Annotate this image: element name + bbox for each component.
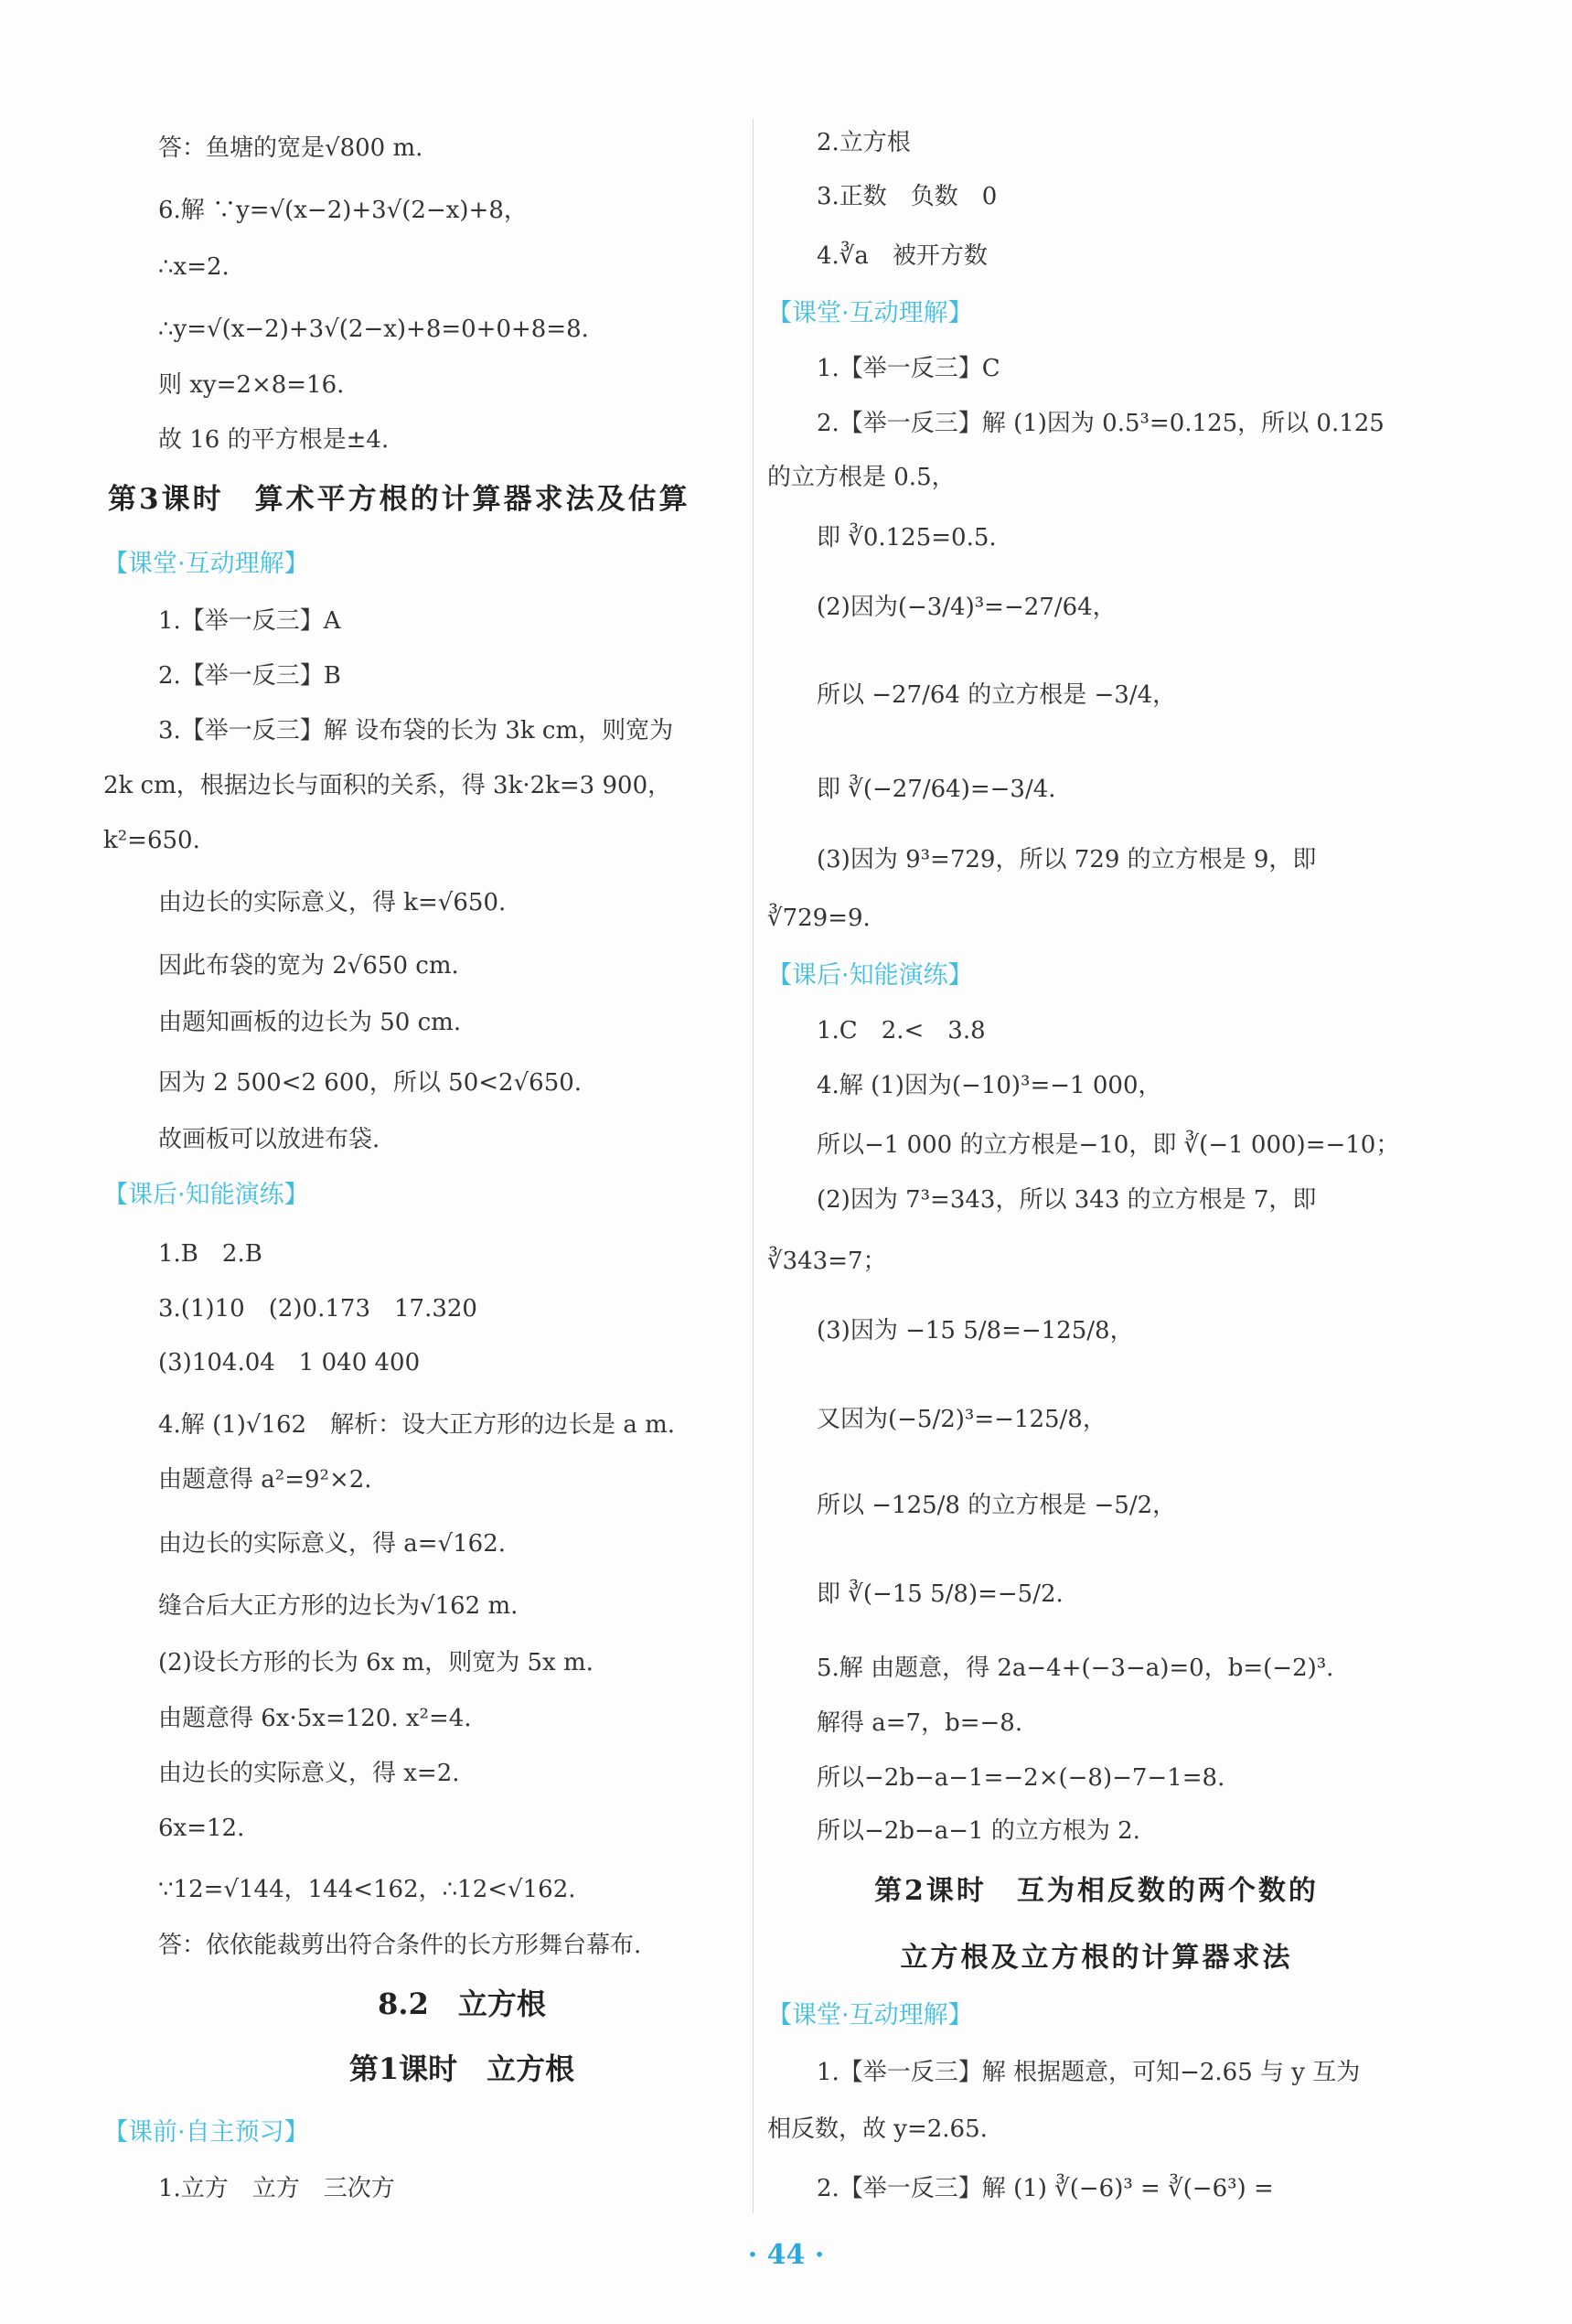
right-text-line: (2)因为(−3/4)³=−27/64， [817,594,1117,621]
left-text-line: 由题意得 6x·5x=120. x²=4. [158,1705,472,1732]
left-heading: 8.2 立方根 [378,1987,546,2021]
left-text-line: 1.B 2.B [158,1240,262,1268]
left-text-line: 缝合后大正方形的边长为√162 m. [158,1592,519,1620]
right-section-label: 【课后·知能演练】 [767,961,973,990]
left-text-line: 答：鱼塘的宽是√800 m. [158,134,423,162]
left-text-line: 6x=12. [158,1815,245,1842]
right-section-label: 【课堂·互动理解】 [767,299,973,327]
right-text-line: ∛729=9. [767,905,871,932]
left-text-line: 因为 2 500<2 600，所以 50<2√650. [158,1069,583,1097]
left-heading: 第3课时 算术平方根的计算器求法及估算 [108,483,690,516]
column-divider [753,119,754,2213]
left-text-line: 由边长的实际意义，得 a=√162. [158,1530,507,1558]
left-text-line: 2.【举一反三】B [158,662,341,690]
right-text-line: 又因为(−5/2)³=−125/8， [817,1406,1107,1433]
left-text-line: 则 xy=2×8=16. [158,371,345,399]
right-text-line: 相反数，故 y=2.65. [767,2115,988,2143]
right-text-line: 3.正数 负数 0 [817,183,998,210]
right-text-line: 所以−1 000 的立方根是−10，即 ∛(−1 000)=−10； [817,1131,1400,1159]
left-text-line: 答：依依能裁剪出符合条件的长方形舞台幕布. [158,1932,642,1959]
right-text-line: 即 ∛(−15 5/8)=−5/2. [817,1580,1064,1608]
right-text-line: ∛343=7； [767,1248,887,1275]
left-text-line: 由边长的实际意义，得 x=2. [158,1760,460,1787]
right-text-line: 解得 a=7，b=−8. [817,1709,1023,1737]
right-text-line: 1.【举一反三】C [817,355,1000,382]
left-text-line: 1.【举一反三】A [158,607,341,635]
right-text-line: 5.解 由题意，得 2a−4+(−3−a)=0，b=(−2)³. [817,1655,1334,1682]
left-section-label: 【课堂·互动理解】 [103,550,309,578]
left-text-line: k²=650. [103,827,200,854]
right-text-line: (2)因为 7³=343，所以 343 的立方根是 7，即 [817,1186,1317,1214]
left-text-line: 因此布袋的宽为 2√650 cm. [158,952,459,980]
right-text-line: 的立方根是 0.5， [767,464,956,491]
right-text-line: 所以 −125/8 的立方根是 −5/2， [817,1492,1177,1519]
left-text-line: ∴x=2. [158,253,230,281]
right-text-line: 1.【举一反三】解 根据题意，可知−2.65 与 y 互为 [817,2059,1361,2086]
right-heading: 立方根及立方根的计算器求法 [900,1942,1293,1974]
right-text-line: 4.∛a 被开方数 [817,242,988,270]
left-text-line: 故画板可以放进布袋. [158,1126,380,1153]
left-text-line: 由题知画板的边长为 50 cm. [158,1009,462,1036]
right-text-line: 2.【举一反三】解 (1)因为 0.5³=0.125，所以 0.125 [817,410,1385,437]
right-text-line: 2.立方根 [817,129,911,156]
left-text-line: 3.(1)10 (2)0.173 17.320 [158,1295,477,1323]
left-text-line: 由边长的实际意义，得 k=√650. [158,889,507,916]
right-text-line: 所以−2b−a−1 的立方根为 2. [817,1817,1140,1845]
right-heading: 第2课时 互为相反数的两个数的 [874,1875,1319,1907]
right-text-line: 即 ∛0.125=0.5. [817,524,997,552]
left-text-line: ∵12=√144，144<162，∴12<√162. [158,1876,576,1903]
left-section-label: 【课前·自主预习】 [103,2118,309,2147]
left-text-line: (2)设长方形的长为 6x m，则宽为 5x m. [158,1649,594,1676]
right-text-line: 即 ∛(−27/64)=−3/4. [817,776,1056,803]
right-text-line: (3)因为 −15 5/8=−125/8， [817,1317,1134,1344]
right-section-label: 【课堂·互动理解】 [767,2001,973,2029]
left-text-line: ∴y=√(x−2)+3√(2−x)+8=0+0+8=8. [158,316,589,343]
left-text-line: (3)104.04 1 040 400 [158,1349,421,1376]
right-text-line: 4.解 (1)因为(−10)³=−1 000， [817,1072,1162,1099]
right-text-line: 所以−2b−a−1=−2×(−8)−7−1=8. [817,1764,1225,1792]
right-text-line: (3)因为 9³=729，所以 729 的立方根是 9，即 [817,846,1317,873]
left-text-line: 2k cm，根据边长与面积的关系，得 3k·2k=3 900， [103,772,672,799]
left-text-line: 4.解 (1)√162 解析：设大正方形的边长是 a m. [158,1411,676,1439]
left-text-line: 3.【举一反三】解 设布袋的长为 3k cm，则宽为 [158,717,674,744]
left-heading: 第1课时 立方根 [348,2051,575,2086]
left-section-label: 【课后·知能演练】 [103,1181,309,1209]
page-number: · 44 · [747,2239,825,2271]
right-text-line: 1.C 2.< 3.8 [817,1017,986,1044]
left-text-line: 6.解 ∵y=√(x−2)+3√(2−x)+8， [158,197,528,224]
right-text-line: 所以 −27/64 的立方根是 −3/4， [817,681,1177,709]
left-text-line: 由题意得 a²=9²×2. [158,1466,372,1494]
left-text-line: 1.立方 立方 三次方 [158,2175,395,2202]
right-text-line: 2.【举一反三】解 (1) ∛(−6)³ = ∛(−6³) = [817,2175,1274,2202]
left-text-line: 故 16 的平方根是±4. [158,426,390,454]
